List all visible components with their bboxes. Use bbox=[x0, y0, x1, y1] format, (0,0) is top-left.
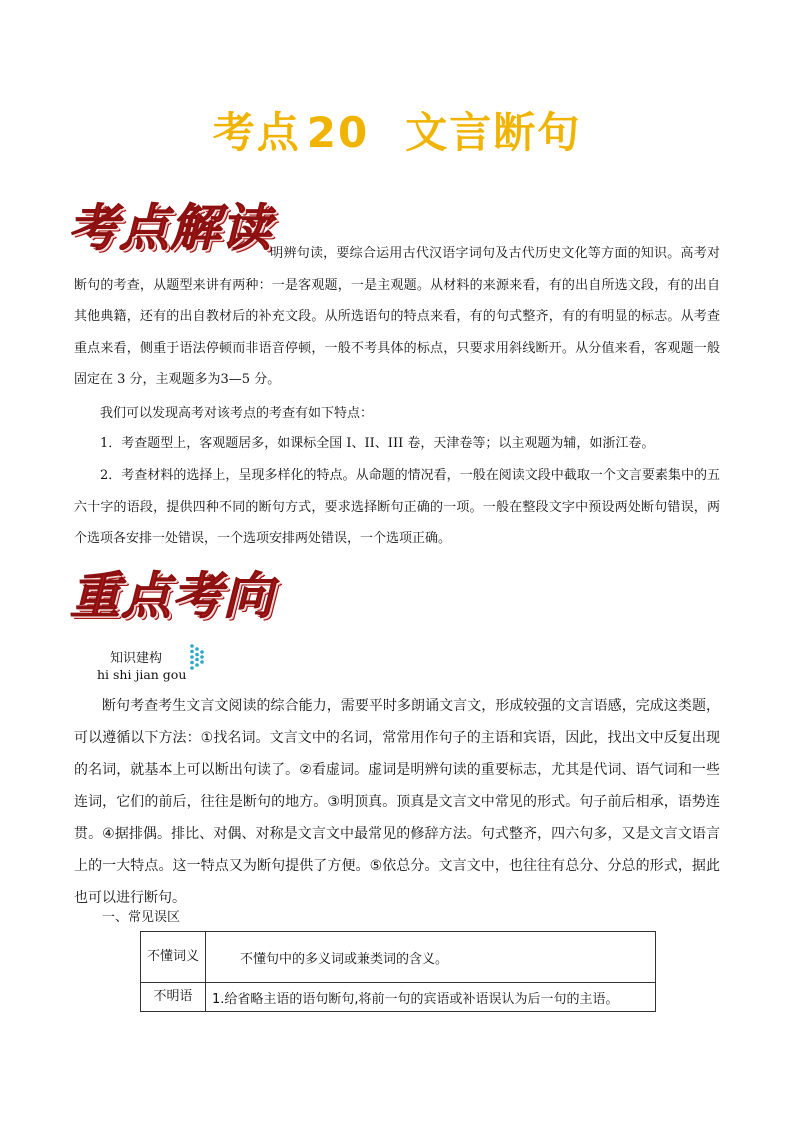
title-prefix: 考点 bbox=[212, 108, 301, 157]
table-row bbox=[141, 983, 656, 1012]
analysis-point-1: 1．考查题型上，客观题居多，如课标全国 I、II、III 卷，天津卷等；以主观题为辅，如浙江卷。 bbox=[100, 436, 655, 451]
analysis-banner: 考点解读 bbox=[68, 198, 272, 257]
page-title bbox=[0, 100, 794, 160]
table-row bbox=[141, 932, 656, 983]
focus-banner: 重点考向 bbox=[70, 566, 274, 625]
method-paragraph: 断句考查考生文言文阅读的综合能力，需要平时多朗诵文言文，形成较强的文言语感，完成这类题，可以遵循以下方法：①找名词。文言文中的名词，常常用作句子的主语和宾语，因此，找出文中反复出现的名词，就基本上可以断出句读了。②看虚词。虚词是明辨句读的重要标志，尤其是代词、语气词和一些连词，它们的前后，往往是断句的地方。③明顶真。顶真是文言文中常见的形式。句子前后相承，语势连贯。④据排偶。排比、对偶、对称是文言文中最常见的修辞方法。句式整齐，四六句多，又是文言文语言上的一大特点。这一特点又为断句提供了方便。⑤依总分。文言文中，也往往有总分、分总的形式，据此也可以进行断句。 bbox=[74, 698, 720, 906]
section-heading-common-errors: 一、常见误区 bbox=[102, 910, 181, 925]
analysis-rest: 考对断句的考查，从题型来讲有两种：一是客观题，一是主观题。从材料的来源来看，有的出自所选文段，有的出自其他典籍，还有的出自教材后的补充文段。从所选语句的特点来看，有的句式整齐，有的有明显的标志。从考查重点来看，侧重于语法停顿而非语音停顿，一般不考具体的标点，只要求用斜线断开。从分值来看，客观题一般固定在 3 分，主观题多为3—5 分。 bbox=[74, 246, 720, 387]
knowledge-pinyin: hi shi jian gou bbox=[97, 667, 187, 682]
triangle-arrow-icon bbox=[189, 643, 207, 671]
analysis-lead: 明辨句读，要综合运用古代汉语字词句及古代历史文化等方面的知识。高 bbox=[270, 246, 694, 261]
table-cell-label: 不懂词义 bbox=[141, 932, 206, 983]
analysis-point-2: 2．考查材料的选择上，呈现多样化的特点。从命题的情况看，一般在阅读文段中截取一个文言要素集中的五六十字的语段，提供四种不同的断句方式，要求选择断句正确的一项。一般在整段文字中预设两处断句错误，两个选项各安排一处错误，一个选项安排两处错误，一个选项正确。 bbox=[74, 468, 720, 546]
errors-table bbox=[140, 931, 656, 1012]
knowledge-label: 知识建构 bbox=[110, 651, 163, 666]
table-cell-label: 不明语 bbox=[141, 983, 206, 1012]
analysis-intro: 我们可以发现高考对该考点的考查有如下特点： bbox=[100, 406, 374, 421]
table-cell-desc: 不懂句中的多义词或兼类词的含义。 bbox=[206, 932, 656, 983]
analysis-paragraph bbox=[74, 238, 720, 396]
title-topic: 文言断句 bbox=[405, 108, 582, 157]
table-cell-desc: 1.给省略主语的语句断句,将前一句的宾语或补语误认为后一句的主语。 bbox=[206, 983, 656, 1012]
title-number: 20 bbox=[306, 108, 370, 157]
